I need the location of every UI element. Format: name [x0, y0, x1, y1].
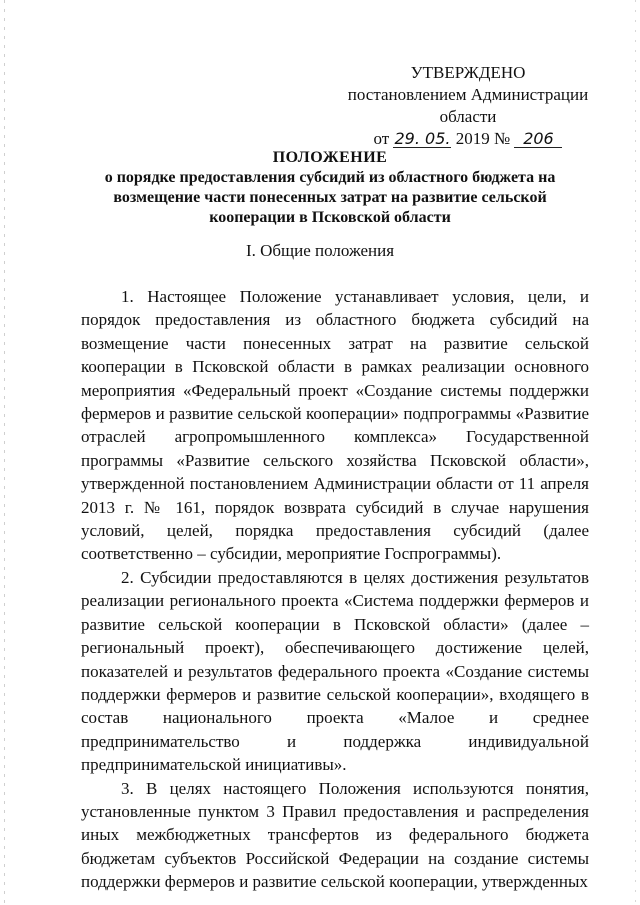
paragraph-1: 1. Настоящее Положение устанавливает условия, цели, и порядок предоставления из областного бюджета субсидий на возмещение части понесенных затрат на развитие сельской кооперации в Псковской области в рамках реализации основного мероприятия «Федеральный проект «Создание системы поддержки фермеров и развитие сельской кооперации» подпрограммы «Развитие отраслей агропромышленного комплекса» Государственной программы «Развитие сельского хозяйства Псковской области», утвержденной постановлением Администрации области от 11 апреля 2013 г. № 161, порядок возврата субсидий в случае нарушения условий, целей, порядка предоставления субсидий (далее соответственно – субсидии, мероприятие Госпрограммы). [81, 287, 589, 564]
approval-heading: УТВЕРЖДЕНО [410, 63, 526, 82]
document-title-main: ПОЛОЖЕНИЕ [272, 149, 388, 166]
scan-edge-right [635, 0, 636, 905]
document-title-subtitle: о порядке предоставления субсидий из областного бюджета на возмещение части понесенных затрат на развитие сельской кооперации в Псковской области [104, 169, 556, 226]
approval-from-label: от [373, 129, 390, 148]
document-title [70, 148, 590, 228]
approval-date-row [318, 128, 618, 150]
approval-stamp [318, 62, 618, 150]
approval-issuer: постановлением Администрации области [347, 85, 589, 126]
document-body [81, 285, 589, 894]
scan-edge-left [4, 0, 5, 905]
section-heading: I. Общие положения [245, 241, 395, 260]
approval-date-handwritten: 29. 05. [394, 129, 451, 148]
approval-year-label: 2019 № [455, 129, 511, 148]
paragraph-3: 3. В целях настоящего Положения используются понятия, установленные пунктом 3 Правил предоставления и распределения иных межбюджетных трансфертов из федерального бюджета бюджетам субъектов Российской Федерации на создание системы поддержки фермеров и развитие сельской кооперации, утвержденных [81, 778, 589, 892]
approval-number-handwritten: 206 [514, 131, 562, 148]
paragraph-2: 2. Субсидии предоставляются в целях достижения результатов реализации регионального проекта «Система поддержки фермеров и развитие сельской кооперации в Псковской области» (далее – региональный проект), обеспечивающего достижение целей, показателей и результатов федерального проекта «Создание системы поддержки фермеров и развитие сельской кооперации», входящего в состав национального проекта «Малое и среднее предпринимательство и поддержка индивидуальной предпринимательской инициативы». [81, 567, 589, 775]
